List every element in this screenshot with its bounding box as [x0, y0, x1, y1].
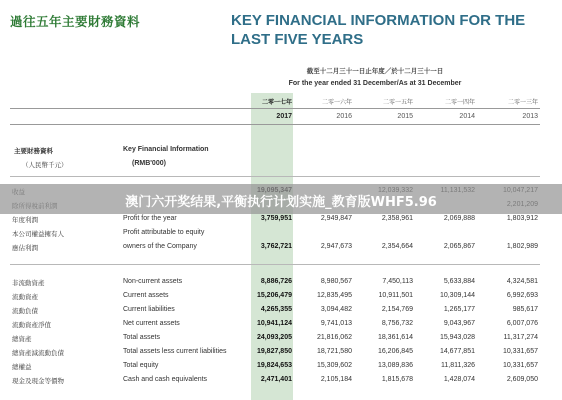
table-unit-zh: （人民幣千元）	[22, 161, 68, 169]
section-divider	[10, 176, 540, 177]
table-cell: 1,803,912	[506, 215, 538, 222]
header-divider-bottom	[10, 124, 540, 125]
row-label-zh: 非流動資產	[12, 279, 45, 287]
table-cell: 2,471,401	[260, 376, 292, 383]
row-label-zh: 流動負債	[12, 307, 38, 315]
table-cell: 8,980,567	[320, 278, 352, 285]
row-label-en: Current assets	[123, 292, 169, 299]
table-cell: 2,105,184	[320, 376, 352, 383]
table-cell: 1,265,177	[443, 306, 475, 313]
year-label-zh: 二零一六年	[321, 99, 352, 106]
table-cell: 15,206,479	[256, 292, 292, 299]
table-cell: 2,609,050	[506, 376, 538, 383]
table-cell: 9,741,013	[320, 320, 352, 327]
page-title-zh: 過往五年主要財務資料	[10, 14, 141, 29]
table-cell: 2,354,664	[381, 243, 413, 250]
row-label-zh: 總資產減流動負債	[12, 349, 64, 357]
table-cell: 11,317,274	[503, 334, 538, 341]
row-label-en: Profit attributable to equity	[123, 229, 205, 236]
table-cell: 18,361,614	[377, 334, 413, 341]
table-label-en: Key Financial Information	[123, 146, 209, 153]
table-cell: 3,759,951	[260, 215, 292, 222]
period-heading-en: For the year ended 31 December/As at 31 December	[288, 80, 462, 87]
table-cell: 8,886,726	[260, 278, 292, 285]
year-label-zh: 二零一七年	[261, 99, 292, 106]
table-cell: 10,331,657	[502, 348, 538, 355]
table-cell: 11,811,326	[441, 362, 475, 369]
table-cell: 13,089,836	[377, 362, 413, 369]
table-cell: 2,065,867	[443, 243, 475, 250]
table-cell: 2,358,961	[381, 215, 413, 222]
table-cell: 14,677,851	[439, 348, 475, 355]
table-cell: 1,815,678	[381, 376, 413, 383]
row-label-zh: 本公司權益擁有人	[12, 230, 64, 238]
table-cell: 10,911,501	[378, 292, 413, 299]
table-cell: 2,069,888	[443, 215, 475, 222]
table-cell: 10,309,144	[439, 292, 475, 299]
year-label: 2014	[459, 113, 475, 120]
table-cell: 9,043,967	[443, 320, 475, 327]
row-label-en: owners of the Company	[123, 243, 197, 250]
row-label-en: Cash and cash equivalents	[123, 376, 208, 383]
table-cell: 21,816,062	[316, 334, 352, 341]
row-label-en: Total assets less current liabilities	[123, 348, 227, 355]
table-cell: 10,331,657	[502, 362, 538, 369]
table-cell: 18,721,580	[316, 348, 352, 355]
table-cell: 1,428,074	[443, 376, 475, 383]
table-cell: 985,617	[512, 306, 538, 313]
year-label-zh: 二零一四年	[444, 99, 475, 106]
table-cell: 6,007,076	[506, 320, 538, 327]
row-label-zh: 應佔利潤	[12, 244, 38, 252]
row-label-zh: 流動資產	[12, 293, 38, 301]
table-cell: 8,756,732	[381, 320, 413, 327]
table-cell: 1,802,989	[506, 243, 538, 250]
table-cell: 2,947,673	[320, 243, 352, 250]
row-label-en: Profit for the year	[123, 215, 177, 222]
period-heading-zh: 截至十二月三十一日止年度／於十二月三十一日	[306, 67, 444, 75]
header-divider	[10, 108, 540, 109]
section-divider-2	[10, 264, 540, 265]
table-cell: 3,762,721	[260, 243, 292, 250]
table-cell: 3,094,482	[320, 306, 352, 313]
year-label: 2015	[397, 113, 413, 120]
year-label: 2016	[336, 113, 352, 120]
table-cell: 4,324,581	[506, 278, 538, 285]
table-cell: 10,941,124	[256, 320, 292, 327]
row-label-zh: 總權益	[12, 363, 32, 371]
table-cell: 15,309,602	[316, 362, 352, 369]
table-cell: 19,824,653	[256, 362, 292, 369]
row-label-en: Total assets	[123, 334, 160, 341]
table-cell: 2,949,847	[320, 215, 352, 222]
row-label-zh: 現金及現金等價物	[12, 377, 64, 385]
row-label-zh: 總資產	[12, 335, 32, 343]
row-label-zh: 流動資產淨值	[12, 321, 51, 329]
year-label: 2013	[522, 113, 538, 120]
row-label-en: Total equity	[123, 362, 159, 369]
table-cell: 15,943,028	[439, 334, 475, 341]
table-cell: 5,633,884	[443, 278, 475, 285]
row-label-en: Net current assets	[123, 320, 180, 327]
year-label: 2017	[276, 113, 292, 120]
table-label-zh: 主要財務資料	[14, 147, 53, 155]
year-label-zh: 二零一五年	[382, 99, 413, 106]
row-label-en: Non-current assets	[123, 278, 183, 285]
table-unit-en: (RMB'000)	[132, 160, 166, 167]
table-cell: 7,450,113	[382, 278, 413, 285]
table-cell: 12,835,495	[316, 292, 352, 299]
table-cell: 4,265,355	[260, 306, 292, 313]
table-cell: 19,827,850	[256, 348, 292, 355]
row-label-en: Current liabilities	[123, 306, 175, 313]
page-title-en: KEY FINANCIAL INFORMATION FOR THE LAST FIVE YEARS	[231, 12, 526, 48]
row-label-zh: 年度利潤	[12, 216, 38, 224]
table-cell: 24,093,205	[256, 334, 292, 341]
table-cell: 2,154,769	[381, 306, 413, 313]
year-label-zh: 二零一三年	[507, 99, 538, 106]
table-cell: 16,206,845	[377, 348, 413, 355]
table-cell: 6,992,693	[506, 292, 538, 299]
overlay-banner-text: 澳门六开奖结果,平衡执行计划实施_教育版WHF5.96	[125, 195, 437, 210]
